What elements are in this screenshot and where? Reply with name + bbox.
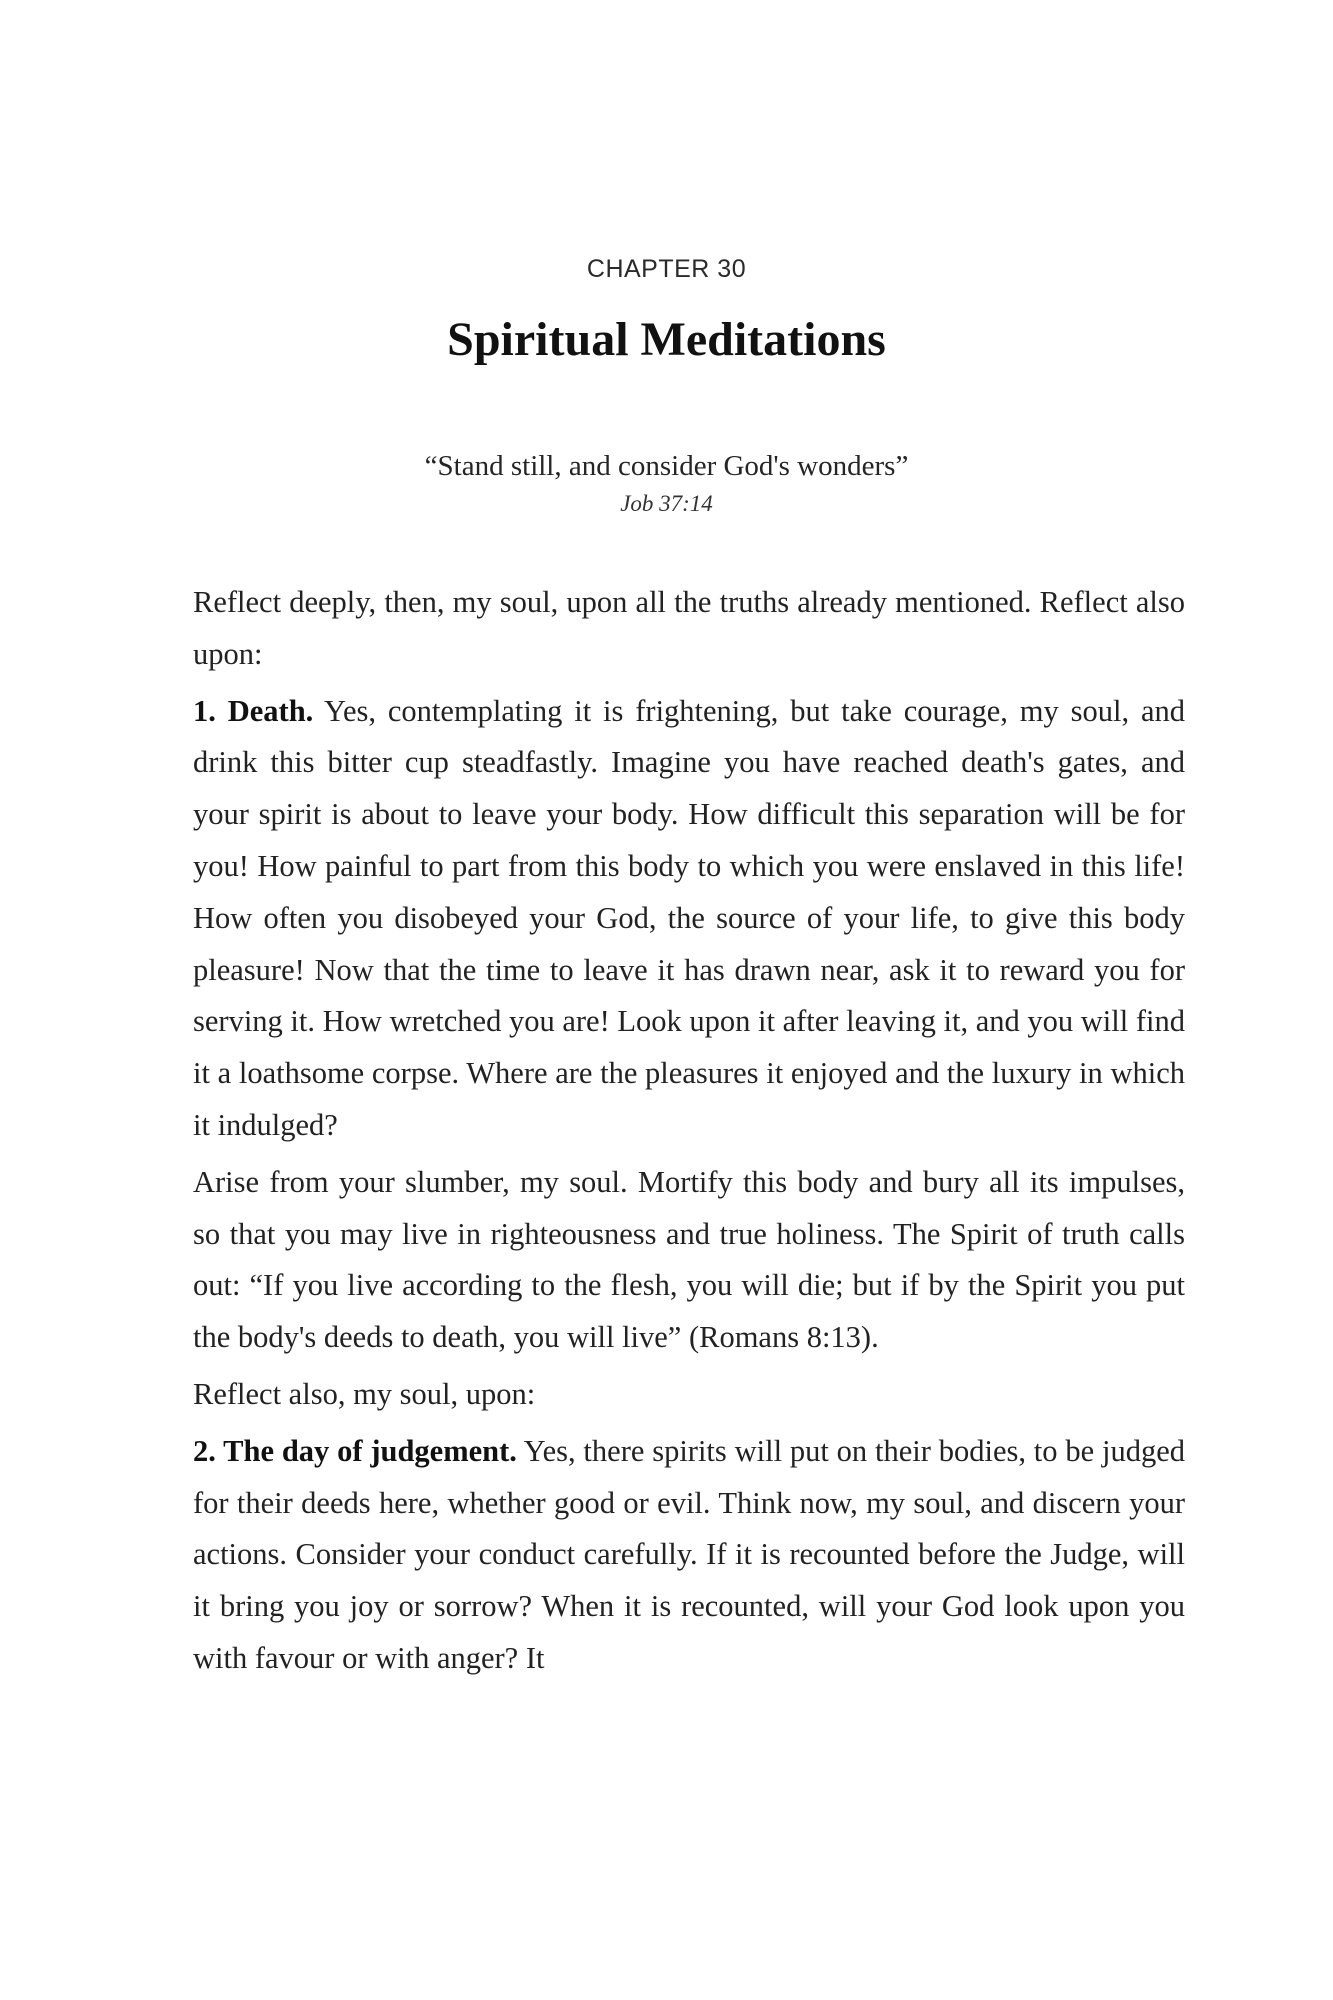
paragraph-death <box>193 686 1185 1152</box>
paragraph-arise <box>193 1157 1185 1364</box>
paragraph-text: Yes, there spirits will put on their bodies, to be judged for their deeds here, whether good or evil. Think now, my soul, and discern your actions. Consider your conduct carefully. If it is recounted before the Judge, will it bring you joy or sorrow? When it is recounted, will your God look upon you with favour or with anger? It <box>193 1433 1185 1675</box>
body-text <box>193 577 1185 1690</box>
paragraph-text: Yes, contemplating it is frightening, but take courage, my soul, and drink this bitter cup steadfastly. Imagine you have reached death's gates, and your spirit is about to leave your body. How difficult this separation will be for you! How painful to part from this body to which you were enslaved in this life! How often you disobeyed your God, the source of your life, to give this body pleasure! Now that the time to leave it has drawn near, ask it to reward you for serving it. How wretched you are! Look upon it after leaving it, and you will find it a loathsome corpse. Where are the pleasures it enjoyed and the luxury in which it indulged? <box>193 693 1185 1142</box>
paragraph-reflect-also <box>193 1369 1185 1421</box>
paragraph-lead-judgement: 2. The day of judgement. <box>193 1433 517 1468</box>
paragraph-lead-death: 1. Death. <box>193 693 314 728</box>
paragraph-judgement <box>193 1426 1185 1685</box>
paragraph-text: Reflect also, my soul, upon: <box>193 1376 536 1411</box>
epigraph <box>0 446 1333 522</box>
chapter-label: CHAPTER 30 <box>586 255 747 283</box>
paragraph-intro <box>193 577 1185 681</box>
epigraph-quote: “Stand still, and consider God's wonders” <box>424 450 909 482</box>
epigraph-reference: Job 37:14 <box>620 491 713 516</box>
paragraph-text: Reflect deeply, then, my soul, upon all the truths already mentioned. Reflect also upon: <box>193 585 1185 671</box>
chapter-title: Spiritual Meditations <box>447 313 886 366</box>
paragraph-text: Arise from your slumber, my soul. Mortify this body and bury all its impulses, so that you may live in righteousness and true holiness. The Spirit of truth calls out: “If you live according to the flesh, you will die; but if by the Spirit you put the body's deeds to death, you will live” (Romans 8:13). <box>193 1164 1185 1355</box>
